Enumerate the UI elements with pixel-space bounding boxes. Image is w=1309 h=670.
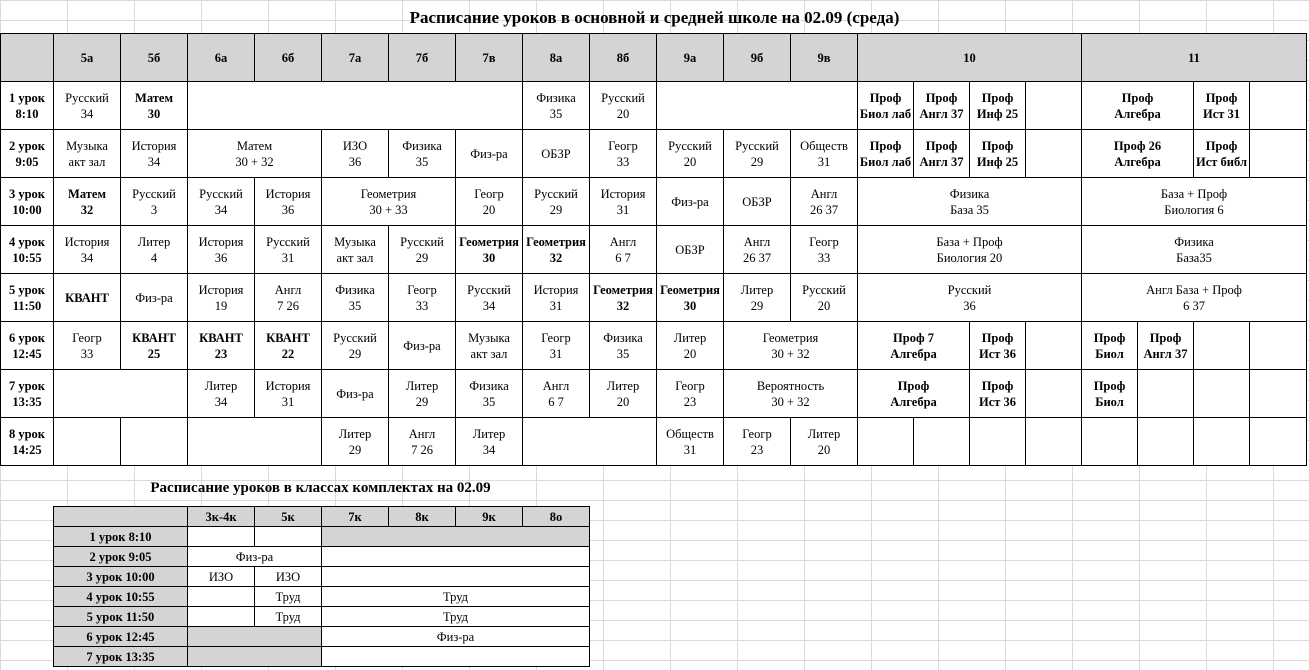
lesson-cell: Проф Ист библ (1194, 130, 1250, 178)
lesson-cell: Литер 4 (121, 226, 188, 274)
lesson-row (1, 226, 1307, 274)
lesson-cell: Матем 32 (54, 178, 121, 226)
lesson-cell: Литер 29 (389, 370, 456, 418)
lesson-cell: Геометрия 30 (657, 274, 724, 322)
class-header: 8о (523, 507, 590, 527)
lesson-cell-empty (322, 547, 590, 567)
lesson-row (1, 322, 1307, 370)
lesson-cell: Англ 6 7 (523, 370, 590, 418)
lesson-cell-empty (1026, 322, 1082, 370)
lesson-cell: Вероятность 30 + 32 (724, 370, 858, 418)
class-header: 7к (322, 507, 389, 527)
lesson-cell: ИЗО (188, 567, 255, 587)
lesson-cell: Физика 35 (523, 82, 590, 130)
lesson-cell: История 36 (255, 178, 322, 226)
class-header: 3к-4к (188, 507, 255, 527)
lesson-time: 1 урок 8:10 (1, 82, 54, 130)
class-header: 7а (322, 34, 389, 82)
class-header: 9а (657, 34, 724, 82)
class-header: 5к (255, 507, 322, 527)
lesson-cell: Проф Ист 31 (1194, 82, 1250, 130)
lesson-cell: Англ 7 26 (255, 274, 322, 322)
lesson-cell: ИЗО (255, 567, 322, 587)
lesson-cell: Геометрия 30 (456, 226, 523, 274)
lesson-cell: Геогр 23 (657, 370, 724, 418)
lesson-cell: КВАНТ 25 (121, 322, 188, 370)
lesson-cell: Труд (322, 587, 590, 607)
lesson-cell: Проф Ист 36 (970, 322, 1026, 370)
lesson-cell: Труд (322, 607, 590, 627)
page-title: Расписание уроков в основной и средней школе на 02.09 (среда) (409, 8, 900, 27)
lesson-cell-empty (858, 418, 914, 466)
lesson-cell: Геогр 33 (791, 226, 858, 274)
header-row (1, 34, 1307, 82)
lesson-row (1, 178, 1307, 226)
lesson-cell: База + Проф Биология 6 (1082, 178, 1307, 226)
lesson-cell: ОБЗР (523, 130, 590, 178)
lesson-cell-empty (188, 607, 255, 627)
lesson-cell: Проф 7 Алгебра (858, 322, 970, 370)
lesson-cell: Физ-ра (322, 370, 389, 418)
class-header: 5а (54, 34, 121, 82)
lesson-cell: История 31 (255, 370, 322, 418)
lesson-cell: Англ 26 37 (724, 226, 791, 274)
lesson-cell-empty (970, 418, 1026, 466)
lesson-time: 2 урок 9:05 (1, 130, 54, 178)
lesson-cell: Литер 20 (791, 418, 858, 466)
lesson-cell: КВАНТ 23 (188, 322, 255, 370)
class-header: 8к (389, 507, 456, 527)
lesson-time: 8 урок 14:25 (1, 418, 54, 466)
lesson-cell-empty (1250, 130, 1307, 178)
lesson-cell: Русский 29 (322, 322, 389, 370)
class-header: 9в (791, 34, 858, 82)
lesson-cell-empty (322, 567, 590, 587)
lesson-cell: Обществ 31 (791, 130, 858, 178)
lesson-cell: Русский 34 (456, 274, 523, 322)
lesson-cell: Геогр 20 (456, 178, 523, 226)
lesson-time: 4 урок 10:55 (54, 587, 188, 607)
lesson-cell-empty (1026, 82, 1082, 130)
lesson-cell: ОБЗР (724, 178, 791, 226)
lesson-cell: Труд (255, 607, 322, 627)
lesson-cell: База + Проф Биология 20 (858, 226, 1082, 274)
lesson-cell: Проф Биол (1082, 370, 1138, 418)
class-header: 8а (523, 34, 590, 82)
lesson-cell: Русский 34 (188, 178, 255, 226)
lesson-cell: Проф Биол лаб (858, 130, 914, 178)
lesson-cell: Русский 20 (791, 274, 858, 322)
lesson-cell: Геогр 31 (523, 322, 590, 370)
lesson-cell: Геогр 23 (724, 418, 791, 466)
lesson-cell-empty (188, 627, 322, 647)
lesson-cell: Русский 20 (590, 82, 657, 130)
kompl-title: Расписание уроков в классах комплектах на 02.09 (150, 480, 491, 496)
lesson-cell: Физика 35 (590, 322, 657, 370)
lesson-cell-empty (255, 527, 322, 547)
lesson-cell: Геометрия 30 + 33 (322, 178, 456, 226)
class-header: 6б (255, 34, 322, 82)
lesson-cell-empty (914, 418, 970, 466)
lesson-cell: Проф 26 Алгебра (1082, 130, 1194, 178)
lesson-cell: ОБЗР (657, 226, 724, 274)
lesson-cell-empty (188, 418, 322, 466)
lesson-cell: Матем 30 + 32 (188, 130, 322, 178)
corner-cell (1, 34, 54, 82)
lesson-time: 2 урок 9:05 (54, 547, 188, 567)
lesson-time: 5 урок 11:50 (54, 607, 188, 627)
lesson-cell-empty (1250, 322, 1307, 370)
lesson-cell: КВАНТ 22 (255, 322, 322, 370)
lesson-cell-empty (188, 587, 255, 607)
class-header: 11 (1082, 34, 1307, 82)
lesson-cell: Проф Инф 25 (970, 130, 1026, 178)
lesson-cell-empty (188, 647, 322, 667)
lesson-cell: Литер 29 (322, 418, 389, 466)
lesson-cell-empty (1138, 418, 1194, 466)
lesson-cell: Физика База35 (1082, 226, 1307, 274)
lesson-cell: Проф Инф 25 (970, 82, 1026, 130)
lesson-cell: Физика База 35 (858, 178, 1082, 226)
corner-cell (54, 507, 188, 527)
lesson-cell-empty (1250, 82, 1307, 130)
lesson-cell: Англ 26 37 (791, 178, 858, 226)
main-schedule-table (0, 33, 1307, 466)
lesson-cell: Проф Англ 37 (914, 130, 970, 178)
lesson-time: 3 урок 10:00 (1, 178, 54, 226)
lesson-cell: Проф Англ 37 (914, 82, 970, 130)
lesson-time: 4 урок 10:55 (1, 226, 54, 274)
lesson-cell: Физ-ра (657, 178, 724, 226)
lesson-time: 5 урок 11:50 (1, 274, 54, 322)
lesson-cell: История 31 (523, 274, 590, 322)
lesson-cell: Русский 29 (724, 130, 791, 178)
lesson-cell: Физ-ра (389, 322, 456, 370)
lesson-cell: Англ База + Проф 6 37 (1082, 274, 1307, 322)
lesson-cell: Геогр 33 (54, 322, 121, 370)
class-header: 5б (121, 34, 188, 82)
lesson-cell: Физ-ра (322, 627, 590, 647)
lesson-cell: ИЗО 36 (322, 130, 389, 178)
lesson-cell: Геогр 33 (590, 130, 657, 178)
lesson-row (1, 418, 1307, 466)
lesson-cell-empty (54, 370, 188, 418)
lesson-cell-empty (188, 527, 255, 547)
class-header: 9к (456, 507, 523, 527)
lesson-time: 3 урок 10:00 (54, 567, 188, 587)
kompl-row (54, 547, 590, 567)
lesson-cell: Физика 35 (456, 370, 523, 418)
lesson-cell: Русский 20 (657, 130, 724, 178)
lesson-cell: Англ 6 7 (590, 226, 657, 274)
kompl-header-row (54, 507, 590, 527)
lesson-cell: Русский 31 (255, 226, 322, 274)
lesson-cell: Литер 29 (724, 274, 791, 322)
lesson-cell-empty (523, 418, 657, 466)
class-header: 7б (389, 34, 456, 82)
lesson-cell: Матем 30 (121, 82, 188, 130)
lesson-time: 6 урок 12:45 (1, 322, 54, 370)
lesson-cell-empty (1194, 370, 1250, 418)
lesson-cell: Физ-ра (188, 547, 322, 567)
lesson-cell: Физика 35 (322, 274, 389, 322)
lesson-cell-empty (1026, 130, 1082, 178)
lesson-cell: Музыка акт зал (54, 130, 121, 178)
lesson-cell: КВАНТ (54, 274, 121, 322)
lesson-cell-empty (1250, 418, 1307, 466)
lesson-cell: Проф Англ 37 (1138, 322, 1194, 370)
lesson-cell-empty (121, 418, 188, 466)
lesson-row (1, 274, 1307, 322)
lesson-cell: История 34 (54, 226, 121, 274)
lesson-cell-empty (1194, 322, 1250, 370)
lesson-time: 1 урок 8:10 (54, 527, 188, 547)
lesson-cell: Проф Алгебра (858, 370, 970, 418)
lesson-cell: Геометрия 32 (523, 226, 590, 274)
lesson-time: 7 урок 13:35 (54, 647, 188, 667)
lesson-cell: Русский 36 (858, 274, 1082, 322)
lesson-cell: Музыка акт зал (456, 322, 523, 370)
class-header: 10 (858, 34, 1082, 82)
class-header: 6а (188, 34, 255, 82)
lesson-cell: Труд (255, 587, 322, 607)
lesson-cell: История 31 (590, 178, 657, 226)
lesson-cell: Проф Биол лаб (858, 82, 914, 130)
lesson-cell: Русский 3 (121, 178, 188, 226)
lesson-cell: Проф Алгебра (1082, 82, 1194, 130)
lesson-cell: Физ-ра (456, 130, 523, 178)
lesson-cell: Геометрия 30 + 32 (724, 322, 858, 370)
lesson-cell: Геогр 33 (389, 274, 456, 322)
kompl-schedule-table (53, 506, 590, 667)
lesson-cell: Проф Ист 36 (970, 370, 1026, 418)
lesson-time: 6 урок 12:45 (54, 627, 188, 647)
lesson-cell-empty (322, 527, 590, 547)
lesson-cell: Литер 34 (456, 418, 523, 466)
kompl-row (54, 607, 590, 627)
lesson-cell: История 34 (121, 130, 188, 178)
lesson-time: 7 урок 13:35 (1, 370, 54, 418)
lesson-cell: Литер 34 (188, 370, 255, 418)
class-header: 7в (456, 34, 523, 82)
lesson-row (1, 82, 1307, 130)
lesson-row (1, 370, 1307, 418)
lesson-cell-empty (54, 418, 121, 466)
lesson-cell: Проф Биол (1082, 322, 1138, 370)
lesson-cell: Русский 29 (523, 178, 590, 226)
lesson-cell: Русский 34 (54, 82, 121, 130)
lesson-cell-empty (657, 82, 858, 130)
kompl-row (54, 527, 590, 547)
lesson-cell-empty (1194, 418, 1250, 466)
lesson-cell: Литер 20 (590, 370, 657, 418)
lesson-cell: Англ 7 26 (389, 418, 456, 466)
lesson-row (1, 130, 1307, 178)
class-header: 9б (724, 34, 791, 82)
lesson-cell-empty (1138, 370, 1194, 418)
lesson-cell-empty (322, 647, 590, 667)
lesson-cell: Литер 20 (657, 322, 724, 370)
kompl-row (54, 627, 590, 647)
lesson-cell: Физика 35 (389, 130, 456, 178)
lesson-cell: Геометрия 32 (590, 274, 657, 322)
lesson-cell: Физ-ра (121, 274, 188, 322)
kompl-row (54, 587, 590, 607)
lesson-cell-empty (188, 82, 523, 130)
lesson-cell: Русский 29 (389, 226, 456, 274)
lesson-cell-empty (1082, 418, 1138, 466)
lesson-cell-empty (1026, 370, 1082, 418)
lesson-cell: Обществ 31 (657, 418, 724, 466)
class-header: 8б (590, 34, 657, 82)
lesson-cell: Музыка акт зал (322, 226, 389, 274)
lesson-cell: История 19 (188, 274, 255, 322)
kompl-row (54, 567, 590, 587)
lesson-cell-empty (1250, 370, 1307, 418)
lesson-cell-empty (1026, 418, 1082, 466)
kompl-row (54, 647, 590, 667)
lesson-cell: История 36 (188, 226, 255, 274)
